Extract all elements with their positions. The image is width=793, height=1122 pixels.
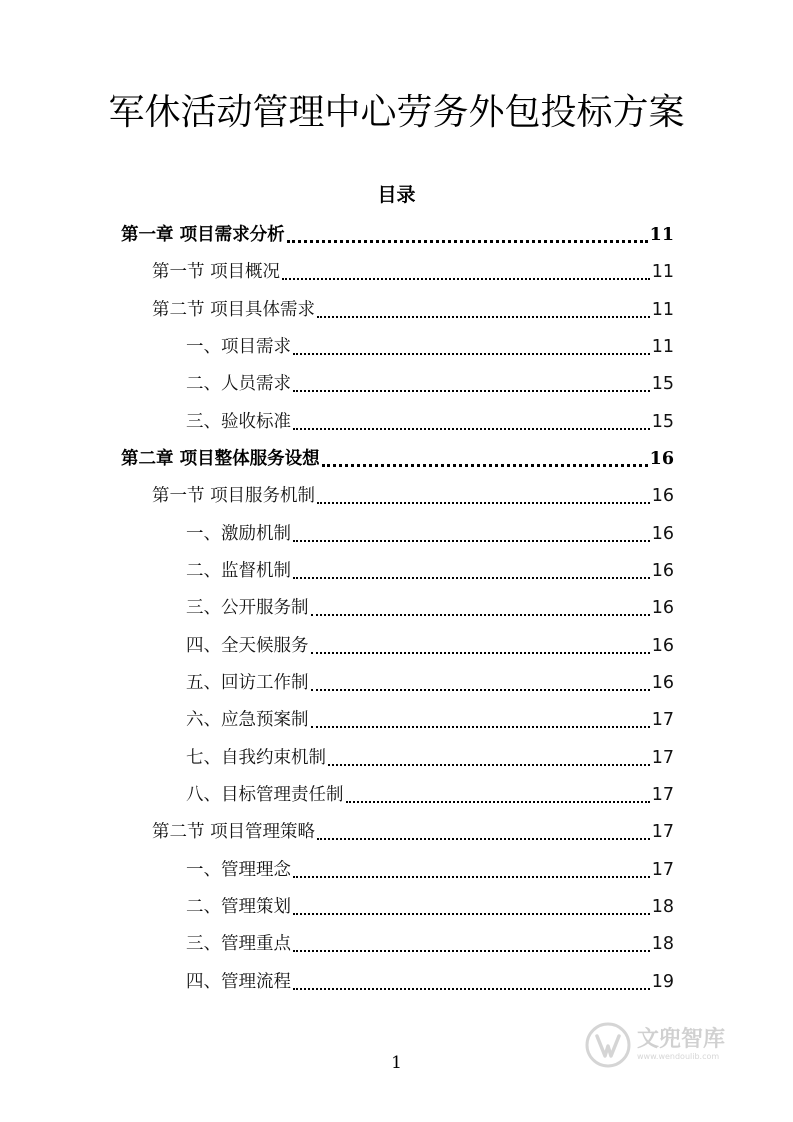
toc-entry-label: 四、管理流程 (186, 972, 291, 992)
toc-entry-item[interactable] (186, 404, 674, 440)
toc-entry-page-number: 19 (651, 972, 674, 992)
toc-entry-page-number: 17 (651, 710, 674, 730)
toc-entry-label: 六、应急预案制 (186, 710, 309, 730)
toc-dot-leader (293, 540, 650, 542)
toc-entry-label: 七、自我约束机制 (186, 748, 326, 768)
toc-dot-leader (311, 689, 650, 691)
toc-entry-item[interactable] (186, 590, 674, 626)
toc-entry-label: 第二节 项目管理策略 (152, 822, 316, 842)
toc-dot-leader (287, 240, 648, 243)
toc-dot-leader (311, 726, 650, 728)
toc-dot-leader (346, 801, 650, 803)
toc-entry-label: 三、公开服务制 (186, 598, 309, 618)
toc-entry-page-number: 16 (651, 598, 674, 618)
toc-entry-page-number: 11 (651, 337, 674, 357)
toc-entry-item[interactable] (186, 366, 674, 402)
toc-dot-leader (317, 316, 650, 318)
toc-dot-leader (317, 838, 650, 840)
toc-entry-page-number: 16 (651, 486, 674, 506)
toc-entry-page-number: 15 (651, 374, 674, 394)
toc-entry-page-number: 11 (651, 262, 674, 282)
watermark-text: 文兜智库 (637, 1027, 726, 1052)
toc-entry-page-number: 11 (651, 300, 674, 320)
toc-entry-section[interactable] (152, 292, 674, 328)
toc-entry-label: 第一节 项目服务机制 (152, 486, 316, 506)
toc-entry-item[interactable] (186, 964, 674, 1000)
toc-entry-label: 一、管理理念 (186, 860, 291, 880)
toc-dot-leader (293, 577, 650, 579)
toc-entry-item[interactable] (186, 553, 674, 589)
toc-entry-label: 第二节 项目具体需求 (152, 300, 316, 320)
toc-dot-leader (293, 950, 650, 952)
document-title: 军休活动管理中心劳务外包投标方案 (108, 92, 685, 133)
toc-entry-label: 第一章 项目需求分析 (121, 225, 285, 245)
toc-entry-page-number: 18 (651, 934, 674, 954)
toc-entry-item[interactable] (186, 889, 674, 925)
toc-entry-chapter[interactable] (121, 217, 674, 253)
toc-entry-label: 第二章 项目整体服务设想 (121, 449, 320, 469)
toc-entry-label: 八、目标管理责任制 (186, 785, 344, 805)
page-number: 1 (391, 1053, 402, 1073)
toc-dot-leader (293, 913, 650, 915)
toc-entry-page-number: 16 (651, 561, 674, 581)
toc-entry-page-number: 16 (651, 673, 674, 693)
watermark-subtext: www.wendoulib.com (637, 1052, 720, 1061)
toc-entry-label: 一、项目需求 (186, 337, 291, 357)
toc-entry-item[interactable] (186, 665, 674, 701)
toc-entry-page-number: 16 (651, 524, 674, 544)
toc-entry-label: 二、管理策划 (186, 897, 291, 917)
toc-dot-leader (293, 428, 650, 430)
wendou-logo-icon (585, 1022, 631, 1068)
toc-entry-page-number: 15 (651, 412, 674, 432)
toc-dot-leader (322, 464, 648, 467)
toc-entry-item[interactable] (186, 628, 674, 664)
toc-entry-label: 三、管理重点 (186, 934, 291, 954)
toc-dot-leader (293, 876, 650, 878)
toc-entry-page-number: 16 (651, 636, 674, 656)
toc-dot-leader (282, 278, 650, 280)
watermark (585, 1020, 765, 1070)
toc-entry-label: 一、激励机制 (186, 524, 291, 544)
toc-entry-page-number: 16 (649, 449, 674, 469)
toc-dot-leader (293, 353, 650, 355)
toc-entry-label: 四、全天候服务 (186, 636, 309, 656)
toc-entry-chapter[interactable] (121, 441, 674, 477)
toc-entry-label: 二、监督机制 (186, 561, 291, 581)
toc-entry-section[interactable] (152, 814, 674, 850)
toc-entry-page-number: 17 (651, 785, 674, 805)
toc-dot-leader (311, 652, 650, 654)
toc-heading: 目录 (377, 184, 416, 206)
toc-entry-item[interactable] (186, 516, 674, 552)
toc-entry-label: 二、人员需求 (186, 374, 291, 394)
toc-dot-leader (311, 614, 650, 616)
toc-entry-page-number: 17 (651, 748, 674, 768)
toc-entry-section[interactable] (152, 254, 674, 290)
toc-dot-leader (317, 502, 650, 504)
toc-entry-item[interactable] (186, 740, 674, 776)
toc-entry-page-number: 18 (651, 897, 674, 917)
toc-entry-item[interactable] (186, 702, 674, 738)
toc-entry-item[interactable] (186, 926, 674, 962)
toc-entry-page-number: 17 (651, 822, 674, 842)
toc-entry-item[interactable] (186, 852, 674, 888)
toc-entry-section[interactable] (152, 478, 674, 514)
toc-dot-leader (293, 988, 650, 990)
toc-entry-label: 第一节 项目概况 (152, 262, 281, 282)
toc-dot-leader (293, 390, 650, 392)
toc-entry-item[interactable] (186, 329, 674, 365)
toc-entry-page-number: 11 (649, 225, 674, 245)
toc-entry-label: 三、验收标准 (186, 412, 291, 432)
toc-entry-page-number: 17 (651, 860, 674, 880)
toc-dot-leader (328, 764, 650, 766)
toc-entry-item[interactable] (186, 777, 674, 813)
toc-entry-label: 五、回访工作制 (186, 673, 309, 693)
